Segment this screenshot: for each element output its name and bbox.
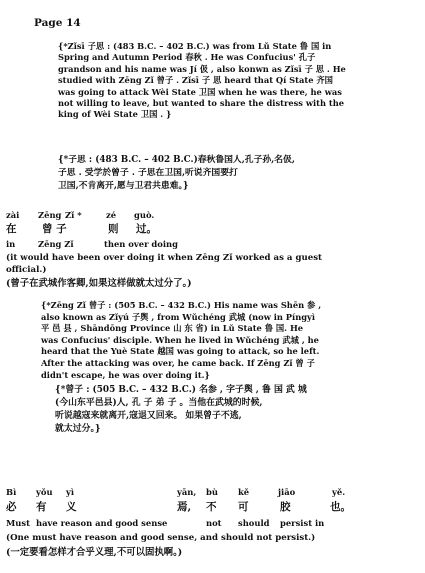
hanzi-word: 则	[108, 223, 119, 235]
page-number: Page 14	[34, 17, 81, 29]
translation-english	[6, 252, 322, 276]
footnote-line: studied with Zēng Zǐ 曾子 . Zǐsī 子 思 heard that Qí State 齐国	[58, 75, 333, 86]
footnote-line: Spring and Autumn Period 春秋 . He was Confucius' 孔子	[58, 52, 316, 63]
hanzi-word: 过。	[136, 223, 157, 235]
hanzi-word: 曾 子	[42, 223, 67, 235]
gloss-word: Zēng Zǐ	[38, 239, 74, 249]
hanzi-word: 焉,	[177, 501, 192, 513]
footnote-zengzi-chinese	[55, 384, 307, 436]
pinyin-word: yǒu	[36, 487, 53, 497]
footnote-line: also known as Zǐyú 子舆 , from Wǔchéng 武城 (now in Píngyì	[41, 311, 315, 322]
hanzi-word: 可	[238, 501, 249, 513]
translation-line: (it would have been over doing it when Zēng Zǐ worked as a guest	[6, 253, 323, 263]
gloss-word: in	[6, 239, 16, 249]
hanzi-word: 胶	[280, 501, 291, 513]
pinyin-word: Zēng	[38, 210, 62, 220]
hanzi-word: 在	[6, 223, 17, 235]
hanzi-word: 义	[66, 501, 77, 513]
pinyin-word: zài	[6, 210, 20, 220]
footnote-line: {*子思 : (483 B.C. – 402 B.C.)春秋鲁国人,孔子孙,名伋,	[58, 155, 295, 165]
pinyin-word: kě	[238, 487, 250, 497]
footnote-line: {*Zēng Zǐ 曾子 : (505 B.C. – 432 B.C.) His name was Shēn 参 ,	[41, 300, 322, 310]
footnote-line: king of Wèi State 卫国 . }	[58, 109, 172, 120]
translation-chinese: (曾子在武城作客卿,如果这样做就太过分了。)	[6, 278, 192, 289]
pinyin-word: yě.	[332, 487, 346, 497]
footnote-line: 就太过分。}	[55, 424, 101, 434]
pinyin-word: bù	[206, 487, 218, 497]
pinyin-word: yān,	[177, 487, 197, 497]
footnote-line: grandson and his name was Jí 伋 , also konwn as Zǐsī 子 思 . He	[58, 63, 346, 74]
footnote-line: 听说越寇来就离开,寇退又回来。 如果曾子不逃,	[55, 411, 242, 421]
gloss-word: not	[206, 518, 222, 528]
footnote-line: 平 邑 县 , Shāndōng Province 山 东 省) in Lǔ State 鲁 国. He	[41, 323, 304, 334]
gloss-word: persist in	[280, 518, 325, 528]
footnote-line: didn't escape, he was over doing it.}	[41, 369, 210, 380]
hanzi-word: 有	[36, 501, 47, 513]
gloss-word: have reason and good sense	[36, 518, 168, 528]
footnote-zisi-english	[58, 41, 346, 121]
pinyin-word: Bì	[6, 487, 17, 497]
footnote-line: 子思 . 受学於曾子 . 子思在卫国,听说齐国要打	[58, 168, 238, 178]
gloss-word: should	[238, 518, 270, 528]
translation-english	[6, 532, 315, 544]
pinyin-word: jiāo	[278, 487, 296, 497]
hanzi-word: 必	[6, 501, 17, 513]
translation-line: official.)	[6, 265, 47, 275]
pinyin-word: guò.	[134, 210, 155, 220]
hanzi-word: 也。	[330, 501, 351, 513]
hanzi-word: 不	[206, 501, 217, 513]
pinyin-word: Zǐ *	[65, 210, 82, 220]
translation-chinese: (一定要看怎样才合乎义理,不可以固执啊。)	[6, 547, 183, 558]
pinyin-word: zé	[106, 210, 117, 220]
footnote-line: {*曾子 : (505 B.C. – 432 B.C.) 名参 , 字子舆 , 鲁 国 武 城	[55, 385, 307, 395]
footnote-line: (今山东平邑县)人, 孔 子 弟 子 。当他在武城的时候,	[55, 398, 263, 408]
gloss-word: Must	[6, 518, 30, 528]
translation-line: (One must have reason and good sense, and should not persist.)	[6, 533, 316, 543]
footnote-line: 卫国,不肯离开,愿与卫君共患难。}	[58, 181, 189, 191]
footnote-zisi-chinese	[58, 154, 295, 193]
footnote-line: heard that the Yuè State 越国 was going to attack, so he left.	[41, 346, 320, 357]
footnote-line: not willing to leave, but wanted to share the distress with the	[58, 97, 345, 108]
footnote-line: After the attacking was over, he came back. If Zēng Zǐ 曾 子	[41, 357, 315, 368]
footnote-line: was Confucius' disciple. When he lived in Wǔchéng 武城 , he	[41, 334, 319, 345]
footnote-line: {*Zǐsī 子思 : (483 B.C. – 402 B.C.) was from Lǔ State 鲁 国 in	[58, 41, 332, 51]
footnote-zengzi-english	[41, 300, 321, 381]
gloss-word: then over doing	[104, 239, 178, 249]
pinyin-word: yì	[66, 487, 75, 497]
footnote-line: was going to attack Wèi State 卫国 when he was there, he was	[58, 86, 342, 97]
